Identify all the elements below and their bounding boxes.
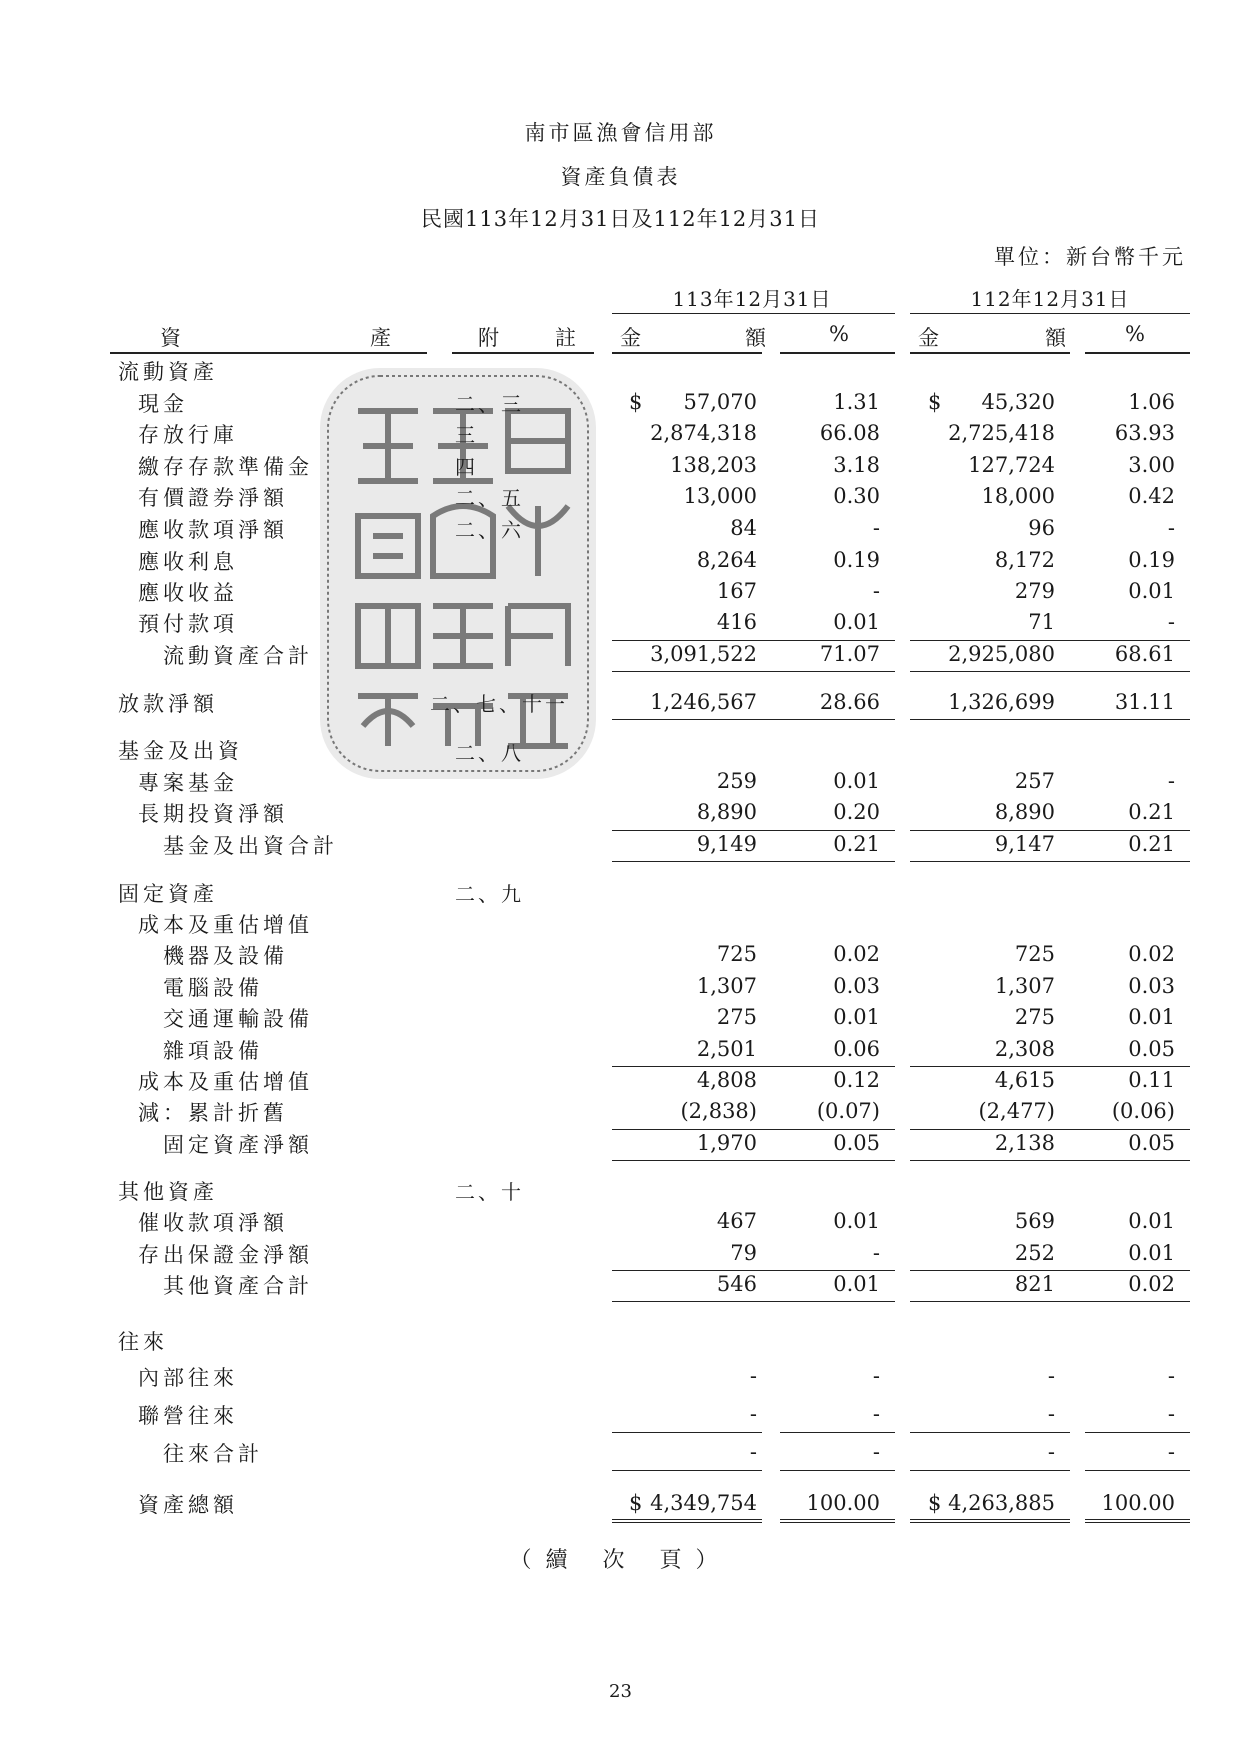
percent-112: 0.21: [1128, 800, 1175, 824]
header-rule-amount-113: [612, 352, 762, 354]
percent-112: -: [1167, 516, 1175, 540]
table-row: [0, 1097, 1241, 1127]
percent-113: 28.66: [819, 690, 880, 714]
percent-113: 0.06: [833, 1037, 880, 1061]
dollar-sign: $: [928, 390, 942, 414]
table-row: [0, 1035, 1241, 1065]
amount-113: 84: [730, 516, 757, 540]
total-double-rule: [612, 1519, 762, 1523]
column-group-113-rule: [612, 313, 895, 314]
amount-112: 8,172: [994, 548, 1055, 572]
row-label: 聯營往來: [138, 1404, 238, 1428]
table-row: [0, 577, 1241, 607]
row-note: 三: [455, 423, 478, 447]
amount-112: 71: [1028, 610, 1055, 634]
percent-112: 0.01: [1128, 1005, 1175, 1029]
percent-113: 100.00: [806, 1491, 880, 1515]
subtotal-rule: [612, 671, 895, 672]
percent-113: 0.01: [833, 610, 880, 634]
amount-112: 2,308: [994, 1037, 1055, 1061]
percent-113: 71.07: [819, 642, 880, 666]
col-percent-113: %: [829, 322, 849, 346]
amount-113: 1,970: [696, 1131, 757, 1155]
row-label: 應收收益: [138, 581, 238, 605]
percent-112: 100.00: [1101, 1491, 1175, 1515]
percent-112: 0.05: [1128, 1037, 1175, 1061]
percent-112: 0.11: [1128, 1068, 1175, 1092]
row-note: 二、十: [455, 1180, 524, 1204]
amount-112: 821: [1014, 1272, 1055, 1296]
amount-112: 1,326,699: [948, 690, 1055, 714]
table-row: [0, 1489, 1241, 1519]
table-row: [0, 1400, 1241, 1430]
table-row: [0, 798, 1241, 828]
subtotal-rule: [910, 1432, 1070, 1433]
amount-113: 275: [716, 1005, 757, 1029]
table-row: [0, 972, 1241, 1002]
table-row: [0, 1129, 1241, 1159]
table-row: [0, 1270, 1241, 1300]
percent-112: -: [1167, 1364, 1175, 1388]
row-label: 其他資產合計: [163, 1274, 313, 1298]
table-row: [0, 608, 1241, 638]
percent-112: 0.42: [1128, 484, 1175, 508]
amount-113: 467: [716, 1209, 757, 1233]
amount-113: 1,246,567: [650, 690, 757, 714]
table-row: [0, 546, 1241, 576]
percent-112: 0.02: [1128, 1272, 1175, 1296]
percent-112: 3.00: [1128, 453, 1175, 477]
amount-113: 4,349,754: [650, 1491, 757, 1515]
report-period: 民國113年12月31日及112年12月31日: [420, 207, 821, 231]
dollar-sign: $: [928, 1491, 942, 1515]
header-rule-percent-113: [780, 352, 895, 354]
percent-112: 68.61: [1114, 642, 1175, 666]
table-row: [0, 388, 1241, 418]
percent-112: 0.03: [1128, 974, 1175, 998]
amount-112: 8,890: [994, 800, 1055, 824]
percent-112: 1.06: [1128, 390, 1175, 414]
row-note: 二、九: [455, 882, 524, 906]
percent-113: 0.03: [833, 974, 880, 998]
col-asset-char1: 資: [160, 326, 181, 350]
table-row: [0, 688, 1241, 718]
percent-113: 0.05: [833, 1131, 880, 1155]
row-label: 雜項設備: [163, 1039, 263, 1063]
amount-112: 569: [1014, 1209, 1055, 1233]
row-label: 交通運輸設備: [163, 1007, 313, 1031]
subtotal-rule: [910, 1470, 1070, 1471]
table-row: [0, 514, 1241, 544]
table-row: [0, 1438, 1241, 1468]
dollar-sign: $: [629, 1491, 643, 1515]
row-label: 固定資產: [118, 882, 218, 906]
percent-113: 1.31: [833, 390, 880, 414]
percent-113: 0.30: [833, 484, 880, 508]
percent-112: 31.11: [1114, 690, 1175, 714]
percent-112: 0.01: [1128, 1241, 1175, 1265]
amount-112: 279: [1014, 579, 1055, 603]
table-row: [0, 1362, 1241, 1392]
row-label: 專案基金: [138, 771, 238, 795]
table-row: [0, 1326, 1241, 1356]
col-asset-char2: 產: [370, 326, 391, 350]
page-number: 23: [609, 1681, 632, 1702]
percent-113: -: [872, 1364, 880, 1388]
amount-112: 1,307: [994, 974, 1055, 998]
row-note: 四: [455, 455, 478, 479]
percent-112: 0.05: [1128, 1131, 1175, 1155]
percent-112: 0.19: [1128, 548, 1175, 572]
amount-113: -: [749, 1402, 757, 1426]
subtotal-rule: [910, 1301, 1190, 1302]
header-rule-note: [452, 352, 594, 354]
percent-113: (0.07): [816, 1099, 880, 1123]
total-double-rule: [1085, 1519, 1190, 1523]
percent-112: 0.01: [1128, 1209, 1175, 1233]
amount-113: 57,070: [683, 390, 757, 414]
amount-112: 2,725,418: [948, 421, 1055, 445]
row-label: 往來合計: [163, 1442, 263, 1466]
table-row: [0, 356, 1241, 386]
amount-112: 4,615: [994, 1068, 1055, 1092]
subtotal-rule: [910, 719, 1190, 720]
row-label: 存放行庫: [138, 423, 238, 447]
column-group-113: 113年12月31日: [672, 287, 832, 311]
row-note: 二、八: [455, 741, 524, 765]
percent-113: 0.01: [833, 1209, 880, 1233]
amount-113: 13,000: [683, 484, 757, 508]
col-amount-113-char2: 額: [745, 326, 766, 350]
subtotal-rule: [780, 1470, 895, 1471]
amount-113: 138,203: [670, 453, 757, 477]
percent-113: -: [872, 1402, 880, 1426]
amount-113: 8,890: [696, 800, 757, 824]
row-label: 減：累計折舊: [138, 1101, 288, 1125]
row-label: 流動資產: [118, 360, 218, 384]
row-label: 放款淨額: [118, 692, 218, 716]
table-row: [0, 419, 1241, 449]
row-label: 成本及重估增值: [138, 913, 313, 937]
row-label: 現金: [138, 392, 188, 416]
amount-112: 96: [1028, 516, 1055, 540]
row-label: 長期投資淨額: [138, 802, 288, 826]
amount-113: (2,838): [680, 1099, 757, 1123]
percent-113: 3.18: [833, 453, 880, 477]
row-label: 應收利息: [138, 550, 238, 574]
percent-113: 0.19: [833, 548, 880, 572]
table-row: [0, 878, 1241, 908]
row-label: 電腦設備: [163, 976, 263, 1000]
header-rule-percent-112: [1085, 352, 1190, 354]
col-note-char1: 附: [478, 326, 499, 350]
total-double-rule: [780, 1519, 895, 1523]
subtotal-rule: [612, 1432, 762, 1433]
percent-113: -: [872, 579, 880, 603]
percent-112: 0.21: [1128, 832, 1175, 856]
amount-113: 79: [730, 1241, 757, 1265]
row-label: 繳存存款準備金: [138, 455, 313, 479]
amount-112: -: [1047, 1402, 1055, 1426]
row-label: 內部往來: [138, 1366, 238, 1390]
table-row: [0, 909, 1241, 939]
percent-112: 63.93: [1114, 421, 1175, 445]
percent-113: -: [872, 1440, 880, 1464]
amount-113: 416: [716, 610, 757, 634]
percent-113: 0.20: [833, 800, 880, 824]
percent-113: -: [872, 516, 880, 540]
percent-112: 0.02: [1128, 942, 1175, 966]
amount-112: 252: [1014, 1241, 1055, 1265]
row-label: 成本及重估增值: [138, 1070, 313, 1094]
percent-113: 0.01: [833, 769, 880, 793]
subtotal-rule: [612, 1160, 895, 1161]
percent-113: 0.21: [833, 832, 880, 856]
row-label: 機器及設備: [163, 944, 288, 968]
table-row: [0, 451, 1241, 481]
subtotal-rule: [612, 719, 895, 720]
amount-112: 725: [1014, 942, 1055, 966]
percent-113: 0.02: [833, 942, 880, 966]
amount-113: 259: [716, 769, 757, 793]
percent-113: 0.12: [833, 1068, 880, 1092]
percent-112: -: [1167, 769, 1175, 793]
row-label: 固定資產淨額: [163, 1133, 313, 1157]
col-amount-112-char2: 額: [1045, 326, 1066, 350]
dollar-sign: $: [629, 390, 643, 414]
amount-113: 167: [716, 579, 757, 603]
amount-112: 45,320: [981, 390, 1055, 414]
report-title: 資產負債表: [560, 165, 681, 189]
row-label: 預付款項: [138, 612, 238, 636]
amount-112: 257: [1014, 769, 1055, 793]
currency-unit: 單位：新台幣千元: [994, 245, 1186, 269]
amount-113: 725: [716, 942, 757, 966]
table-row: [0, 767, 1241, 797]
amount-112: (2,477): [978, 1099, 1055, 1123]
header-rule-amount-112: [910, 352, 1070, 354]
row-label: 流動資產合計: [163, 644, 313, 668]
column-group-112-rule: [910, 313, 1190, 314]
subtotal-rule: [910, 861, 1190, 862]
amount-113: 2,501: [696, 1037, 757, 1061]
amount-113: 1,307: [696, 974, 757, 998]
row-label: 催收款項淨額: [138, 1211, 288, 1235]
table-row: [0, 1003, 1241, 1033]
row-label: 存出保證金淨額: [138, 1243, 313, 1267]
subtotal-rule: [612, 1301, 895, 1302]
table-row: [0, 1239, 1241, 1269]
table-row: [0, 735, 1241, 765]
amount-112: -: [1047, 1440, 1055, 1464]
amount-112: -: [1047, 1364, 1055, 1388]
row-note: 二、三: [455, 392, 524, 416]
col-amount-112-char1: 金: [918, 326, 939, 350]
percent-113: 66.08: [819, 421, 880, 445]
percent-112: -: [1167, 1402, 1175, 1426]
row-label: 應收款項淨額: [138, 518, 288, 542]
percent-113: 0.01: [833, 1005, 880, 1029]
amount-112: 2,925,080: [948, 642, 1055, 666]
subtotal-rule: [612, 1470, 762, 1471]
amount-113: 4,808: [696, 1068, 757, 1092]
amount-113: 9,149: [696, 832, 757, 856]
percent-112: 0.01: [1128, 579, 1175, 603]
table-row: [0, 640, 1241, 670]
percent-113: 0.01: [833, 1272, 880, 1296]
subtotal-rule: [1085, 1470, 1190, 1471]
table-row: [0, 1176, 1241, 1206]
percent-112: -: [1167, 1440, 1175, 1464]
total-double-rule: [910, 1519, 1070, 1523]
row-label: 基金及出資合計: [163, 834, 338, 858]
subtotal-rule: [1085, 1432, 1190, 1433]
subtotal-rule: [910, 1160, 1190, 1161]
percent-112: -: [1167, 610, 1175, 634]
continued-next-page: （續 次 頁）: [509, 1548, 732, 1573]
amount-113: 3,091,522: [650, 642, 757, 666]
row-label: 往來: [118, 1330, 168, 1354]
table-row: [0, 830, 1241, 860]
col-percent-112: %: [1125, 322, 1145, 346]
table-row: [0, 1207, 1241, 1237]
table-row: [0, 940, 1241, 970]
subtotal-rule: [612, 861, 895, 862]
table-row: [0, 482, 1241, 512]
row-note: 二、七、十一: [430, 692, 568, 716]
row-label: 基金及出資: [118, 739, 243, 763]
amount-112: 127,724: [968, 453, 1055, 477]
amount-113: 546: [716, 1272, 757, 1296]
amount-113: -: [749, 1364, 757, 1388]
amount-112: 18,000: [981, 484, 1055, 508]
amount-113: 2,874,318: [650, 421, 757, 445]
header-rule-asset: [110, 352, 427, 354]
subtotal-rule: [780, 1432, 895, 1433]
amount-112: 2,138: [994, 1131, 1055, 1155]
percent-113: -: [872, 1241, 880, 1265]
organization-name: 南市區漁會信用部: [524, 121, 717, 145]
amount-112: 4,263,885: [948, 1491, 1055, 1515]
row-note: 二、五: [455, 486, 524, 510]
column-group-112: 112年12月31日: [970, 287, 1130, 311]
row-label: 資產總額: [138, 1493, 238, 1517]
amount-113: 8,264: [696, 548, 757, 572]
amount-112: 275: [1014, 1005, 1055, 1029]
row-label: 有價證券淨額: [138, 486, 288, 510]
amount-112: 9,147: [994, 832, 1055, 856]
table-row: [0, 1066, 1241, 1096]
percent-112: (0.06): [1111, 1099, 1175, 1123]
col-note-char2: 註: [555, 326, 576, 350]
col-amount-113-char1: 金: [620, 326, 641, 350]
subtotal-rule: [910, 671, 1190, 672]
amount-113: -: [749, 1440, 757, 1464]
row-label: 其他資產: [118, 1180, 218, 1204]
row-note: 二、六: [455, 518, 524, 542]
